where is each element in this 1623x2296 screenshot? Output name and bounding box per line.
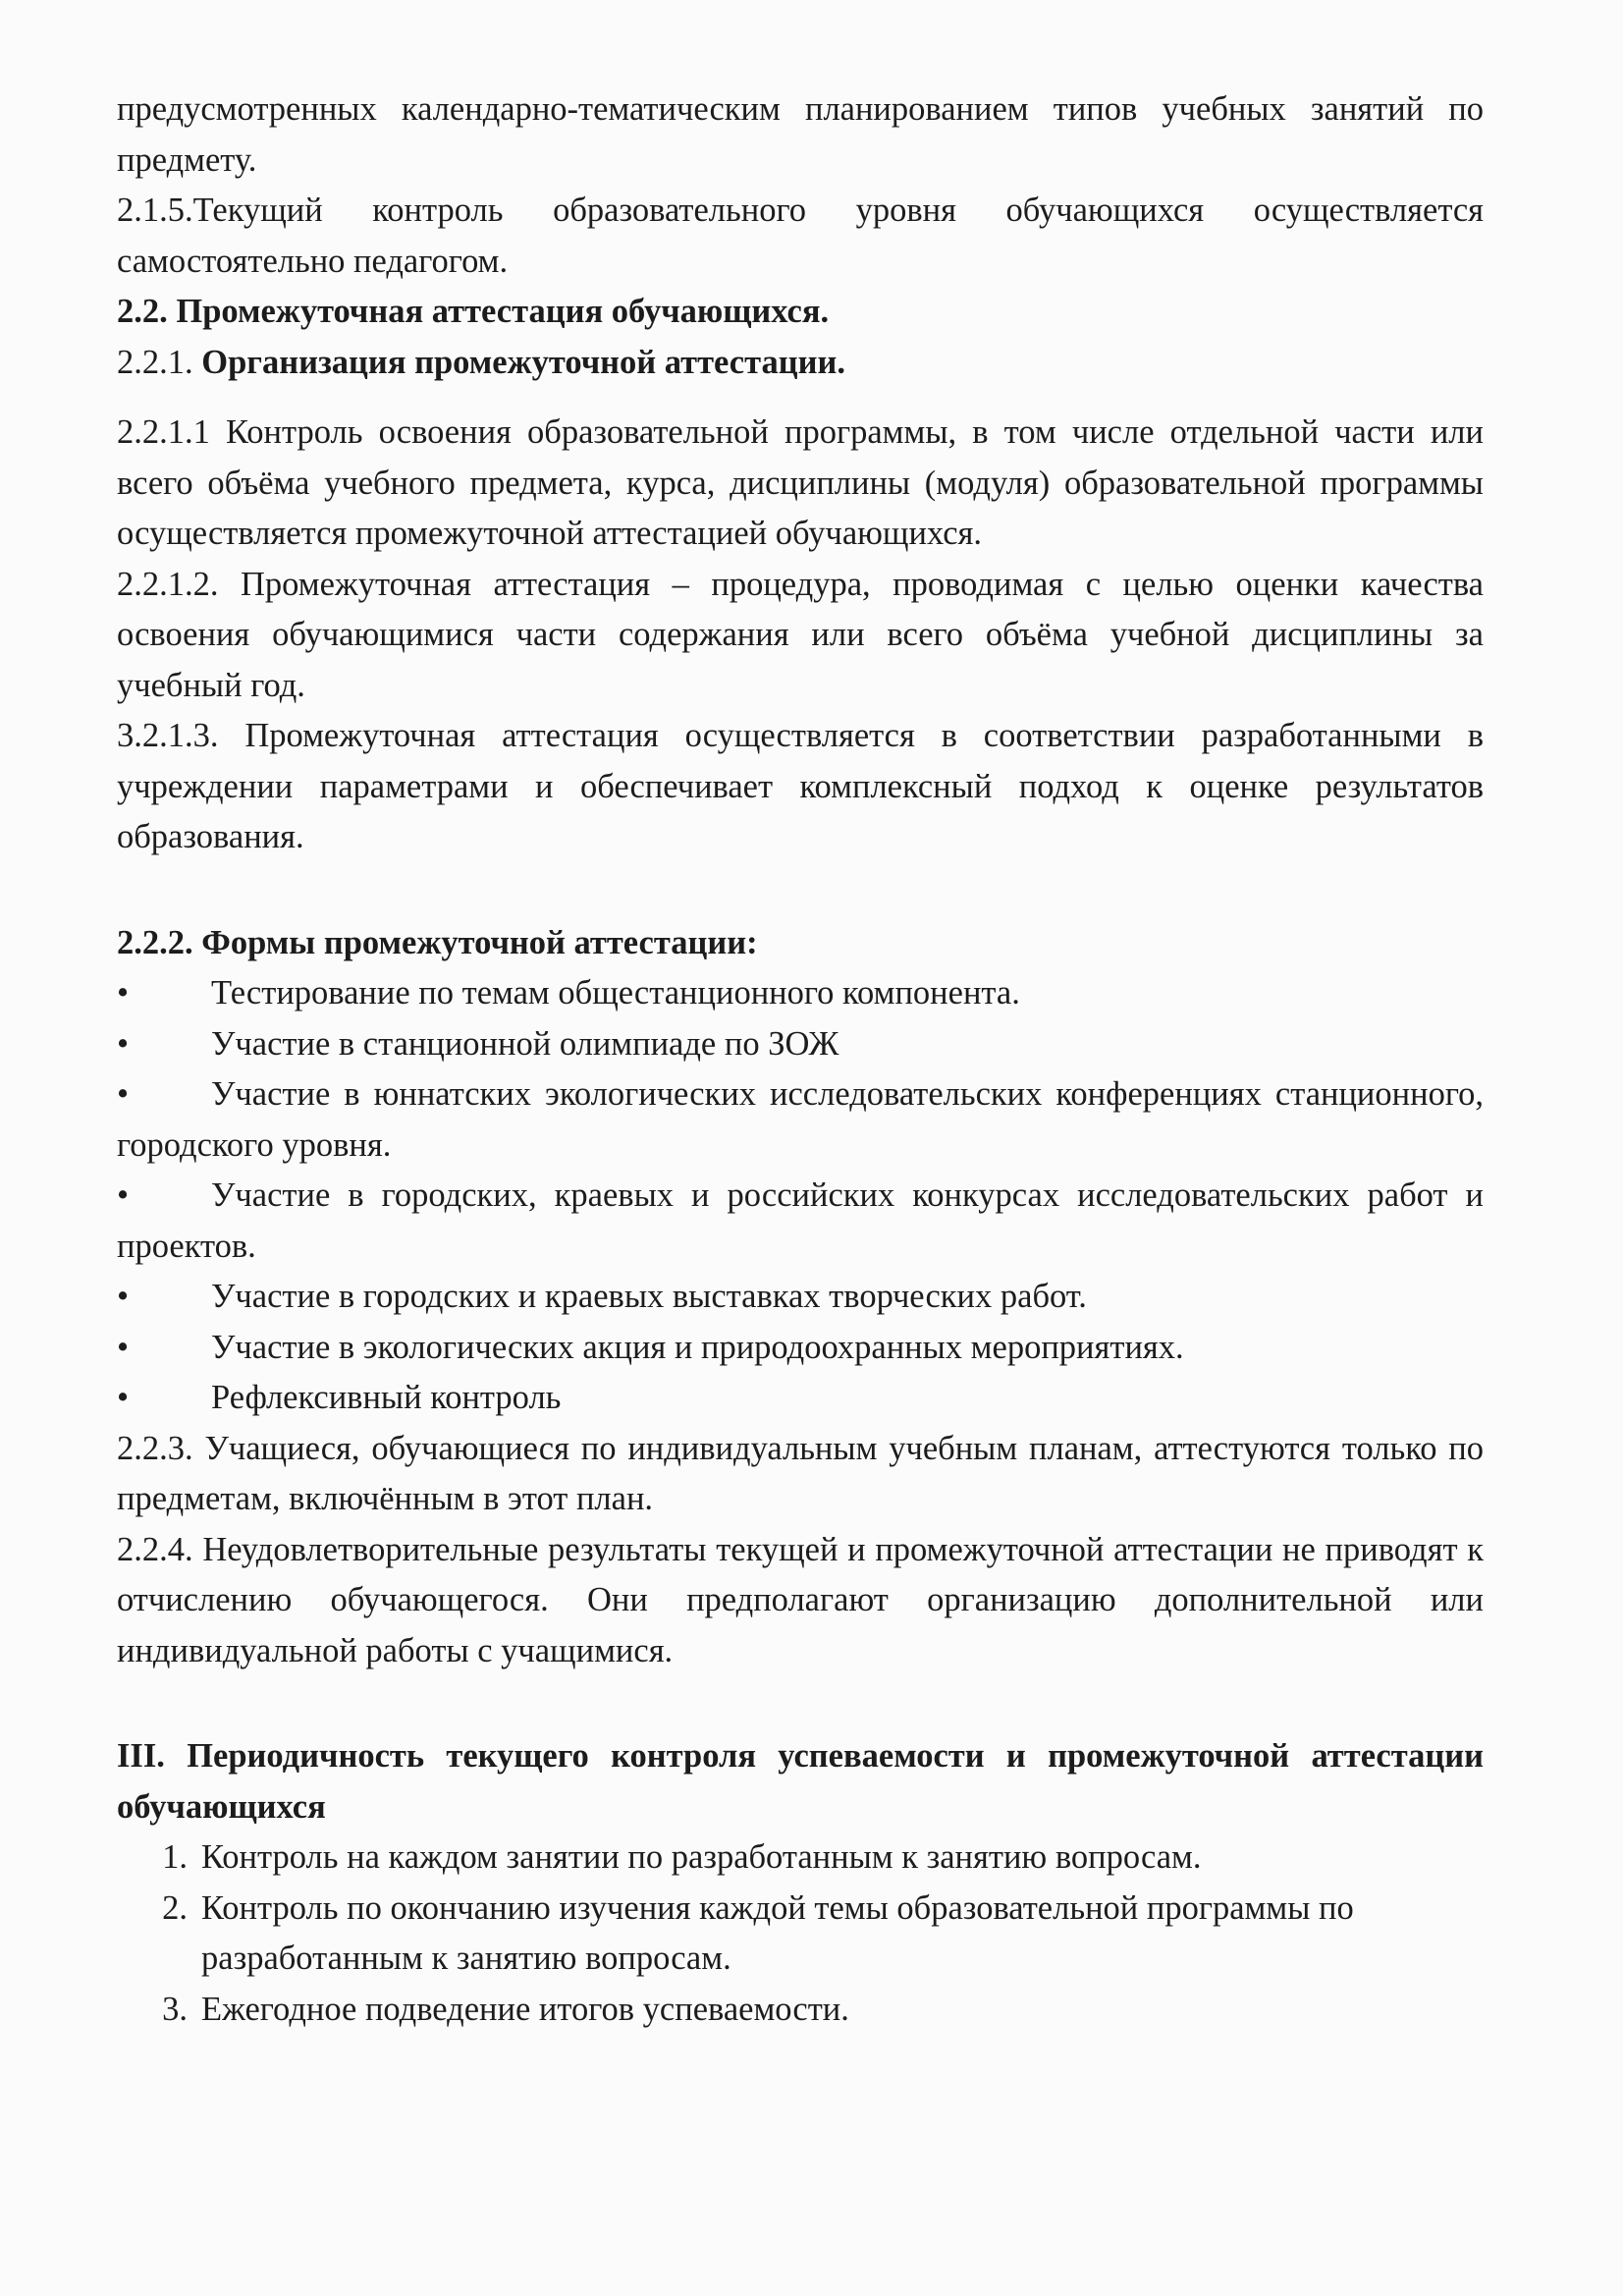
paragraph-2-2-4: 2.2.4. Неудовлетворительные результаты текущей и промежуточной аттестации не приводят к отчислению обучающегося. Они предполагают организацию дополнительной или индивидуальной работы с учащимися.: [117, 1530, 1484, 1669]
list-item-text: Участие в городских и краевых выставках творческих работ.: [211, 1278, 1087, 1315]
numbered-list: [117, 1832, 1484, 2035]
list-item: [117, 1884, 1484, 1985]
bullet-icon: •: [117, 1328, 130, 1366]
list-item-number: 2.: [162, 1888, 188, 1927]
bullet-list: [117, 968, 1484, 1424]
paragraph-2-2-1-2: 2.2.1.2. Промежуточная аттестация – процедура, проводимая с целью оценки качества освоения обучающимися части содержания или всего объёма учебной дисциплины за учебный год.: [117, 565, 1484, 704]
list-item: [117, 1323, 1484, 1374]
list-item-number: 1.: [162, 1838, 188, 1876]
list-item-text: Ежегодное подведение итогов успеваемости.: [201, 1990, 849, 2028]
list-item-text: Контроль по окончанию изучения каждой темы образовательной программы по разработанным к занятию вопросам.: [201, 1888, 1354, 1977]
list-item-text: Участие в юннатских экологических исследовательских конференциях станционного, городского уровня.: [117, 1075, 1484, 1164]
paragraph-continuation: предусмотренных календарно-тематическим планированием типов учебных занятий по предмету.: [117, 90, 1484, 179]
list-item: [117, 1019, 1484, 1070]
bullet-icon: •: [117, 1278, 130, 1315]
bullet-icon: •: [117, 974, 130, 1011]
list-item-text: Контроль на каждом занятии по разработанным к занятию вопросам.: [201, 1838, 1202, 1876]
list-item-text: Рефлексивный контроль: [211, 1379, 562, 1416]
heading-2-2-1: [117, 338, 1484, 389]
heading-section-3: III. Периодичность текущего контроля успеваемости и промежуточной аттестации обучающихся: [117, 1737, 1484, 1826]
list-item: [117, 1832, 1484, 1884]
list-item: [117, 1171, 1484, 1272]
list-item-number: 3.: [162, 1990, 188, 2028]
bullet-icon: •: [117, 1379, 130, 1416]
list-item: [117, 1985, 1484, 2036]
heading-2-2: 2.2. Промежуточная аттестация обучающихся.: [117, 293, 830, 330]
list-item-text: Участие в станционной олимпиаде по ЗОЖ: [211, 1024, 839, 1063]
list-item: [117, 1272, 1484, 1323]
list-item: [117, 968, 1484, 1019]
list-item: [117, 1373, 1484, 1424]
list-item-text: Участие в экологических акция и природоохранных мероприятиях.: [211, 1328, 1184, 1366]
list-item-text: Тестирование по темам общестанционного компонента.: [211, 974, 1020, 1011]
bullet-icon: •: [117, 1075, 130, 1113]
bullet-icon: •: [117, 1176, 130, 1214]
heading-2-2-1-number: 2.2.1.: [117, 343, 202, 381]
paragraph-2-2-3: 2.2.3. Учащиеся, обучающиеся по индивидуальным учебным планам, аттестуются только по предметам, включённым в этот план.: [117, 1429, 1484, 1517]
document-page: [117, 84, 1484, 2035]
paragraph-2-1-5: 2.1.5.Текущий контроль образовательного уровня обучающихся осуществляется самостоятельно педагогом.: [117, 191, 1484, 280]
heading-2-2-1-title: Организация промежуточной аттестации.: [201, 343, 845, 381]
list-item: [117, 1069, 1484, 1171]
paragraph-2-2-1-1: 2.2.1.1 Контроль освоения образовательной программы, в том числе отдельной части или всего объёма учебного предмета, курса, дисциплины (модуля) образовательной программы осуществляется промежуточной аттестацией обучающихся.: [117, 413, 1484, 552]
heading-2-2-2: 2.2.2. Формы промежуточной аттестации:: [117, 923, 758, 961]
paragraph-3-2-1-3: 3.2.1.3. Промежуточная аттестация осуществляется в соответствии разработанными в учреждении параметрами и обеспечивает комплексный подход к оценке результатов образования.: [117, 717, 1484, 855]
bullet-icon: •: [117, 1024, 130, 1063]
list-item-text: Участие в городских, краевых и российских конкурсах исследовательских работ и проектов.: [117, 1176, 1484, 1265]
